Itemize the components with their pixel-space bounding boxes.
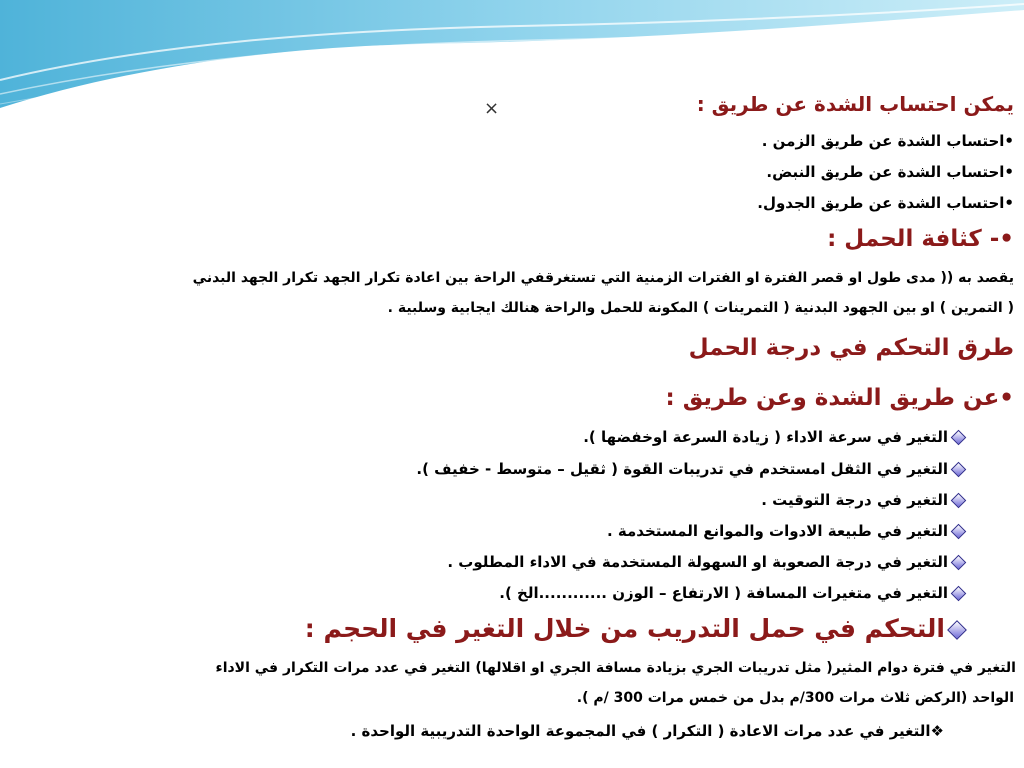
intensity-title: يمكن احتساب الشدة عن طريق : [696,92,1014,116]
density-definition-line1: يقصد به (( مدى طول او قصر الفترة او الفترات الزمنية التي تستغرقفي الراحة بين اعادة تكرار الجهد تكرار الجهد البدني [192,270,1014,286]
density-definition-line2: ( التمرين ) او بين الجهود البدنية ( التمرينات ) المكونة للحمل والراحة هنالك ايجابية وسلبية . [387,300,1014,316]
change-item-distance: التغير في متغيرات المسافة ( الارتفاع – الوزن ............الخ ). [10,584,964,602]
diamond-bullet-icon [947,620,967,640]
intensity-item-pulse: •احتساب الشدة عن طريق النبض. [766,163,1014,181]
diamond-bullet-icon [951,555,967,571]
change-item-tools: التغير في طبيعة الادوات والموانع المستخدمة . [10,522,964,540]
intensity-item-time: •احتساب الشدة عن طريق الزمن . [761,132,1014,150]
close-icon: × [484,98,500,119]
control-methods-heading: طرق التحكم في درجة الحمل [688,335,1014,361]
change-item-speed: التغير في سرعة الاداء ( زيادة السرعة اوخفضها ). [10,428,964,446]
change-item-weight: التغير في الثقل امستخدم في تدريبات القوة ( ثقيل – متوسط - خفيف ). [10,460,964,478]
change-item-timing: التغير في درجة التوقيت . [10,491,964,509]
diamond-bullet-icon [951,524,967,540]
diamond-bullet-icon [951,493,967,509]
volume-text-line1: التغير في فترة دوام المثير( مثل تدريبات الجري بزيادة مسافة الجري او اقلالها) التغير في عدد مرات التكرار في الاداء [215,660,1016,676]
repetition-item: ❖التغير في عدد مرات الاعادة ( التكرار ) في المجموعة الواحدة التدريبية الواحدة . [350,722,944,740]
diamond-bullet-icon [951,430,967,446]
diamond-bullet-icon [951,586,967,602]
intensity-method-heading: •عن طريق الشدة وعن طريق : [665,385,1014,411]
volume-heading: التحكم في حمل التدريب من خلال التغير في الحجم : [10,614,964,643]
density-heading: •- كثافة الحمل : [827,226,1014,252]
diamond-bullet-icon [951,462,967,478]
volume-text-line2: الواحد (الركض ثلاث مرات 300/م بدل من خمس مرات 300 /م ). [576,690,1014,706]
intensity-item-table: •احتساب الشدة عن طريق الجدول. [757,194,1014,212]
change-item-difficulty: التغير في درجة الصعوبة او السهولة المستخدمة في الاداء المطلوب . [10,553,964,571]
